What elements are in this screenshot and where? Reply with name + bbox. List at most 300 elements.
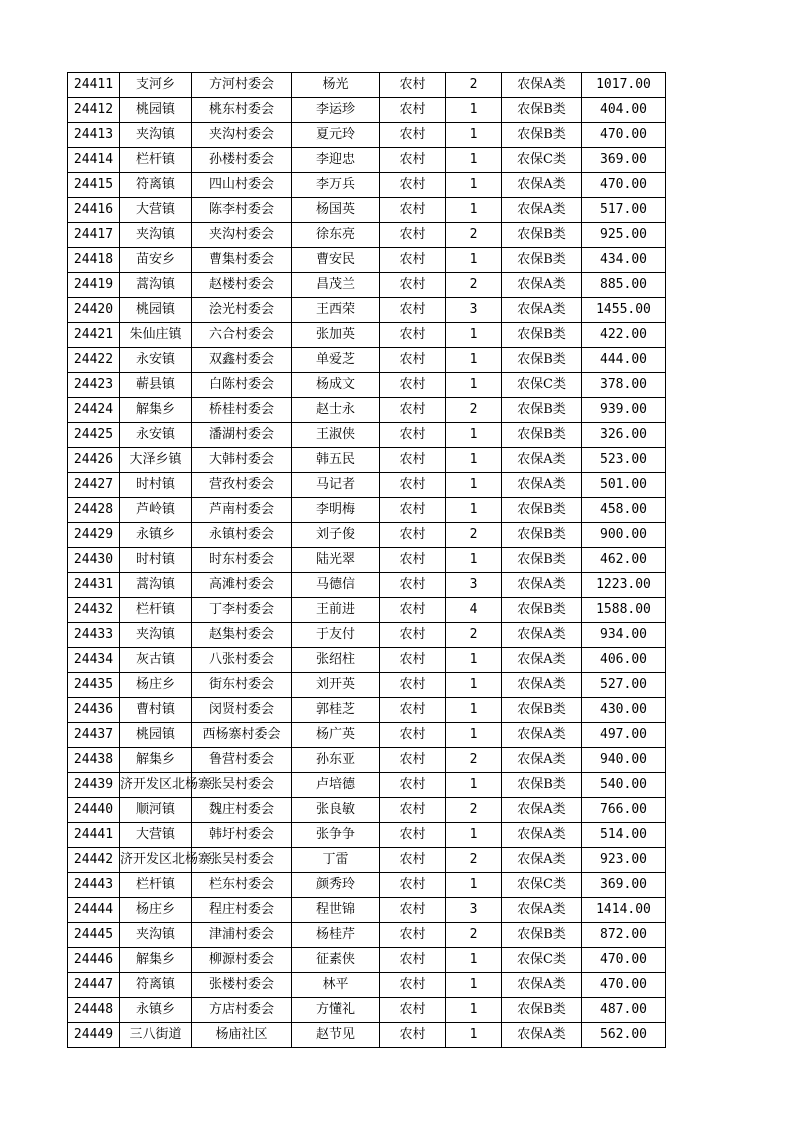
record-id-cell: 24421	[68, 323, 120, 348]
amount-cell: 514.00	[582, 823, 666, 848]
record-id-cell: 24443	[68, 873, 120, 898]
area-type-cell: 农村	[380, 223, 446, 248]
table-row	[68, 298, 666, 323]
record-id-cell: 24419	[68, 273, 120, 298]
town-cell: 桃园镇	[120, 98, 192, 123]
household-count-cell: 2	[446, 748, 502, 773]
village-committee-cell: 张吴村委会	[192, 848, 292, 873]
village-committee-cell: 孙楼村委会	[192, 148, 292, 173]
amount-cell: 923.00	[582, 848, 666, 873]
town-cell: 解集乡	[120, 948, 192, 973]
household-count-cell: 3	[446, 898, 502, 923]
name-cell: 李运珍	[292, 98, 380, 123]
village-committee-cell: 双鑫村委会	[192, 348, 292, 373]
record-id-cell: 24449	[68, 1023, 120, 1048]
record-id-cell: 24447	[68, 973, 120, 998]
town-cell: 杨庄乡	[120, 898, 192, 923]
insurance-category-cell: 农保B类	[502, 323, 582, 348]
insurance-category-cell: 农保B类	[502, 773, 582, 798]
village-committee-cell: 赵集村委会	[192, 623, 292, 648]
name-cell: 赵士永	[292, 398, 380, 423]
household-count-cell: 1	[446, 173, 502, 198]
insurance-category-cell: 农保B类	[502, 248, 582, 273]
table-row	[68, 573, 666, 598]
area-type-cell: 农村	[380, 123, 446, 148]
record-id-cell: 24430	[68, 548, 120, 573]
area-type-cell: 农村	[380, 548, 446, 573]
name-cell: 杨光	[292, 73, 380, 98]
name-cell: 孙东亚	[292, 748, 380, 773]
amount-cell: 470.00	[582, 173, 666, 198]
household-count-cell: 1	[446, 373, 502, 398]
insurance-category-cell: 农保C类	[502, 148, 582, 173]
record-id-cell: 24440	[68, 798, 120, 823]
record-id-cell: 24439	[68, 773, 120, 798]
table-row	[68, 723, 666, 748]
area-type-cell: 农村	[380, 248, 446, 273]
village-committee-cell: 方河村委会	[192, 73, 292, 98]
table-row	[68, 948, 666, 973]
amount-cell: 540.00	[582, 773, 666, 798]
area-type-cell: 农村	[380, 498, 446, 523]
record-id-cell: 24426	[68, 448, 120, 473]
insurance-category-cell: 农保A类	[502, 623, 582, 648]
town-cell: 蕲县镇	[120, 373, 192, 398]
record-id-cell: 24445	[68, 923, 120, 948]
area-type-cell: 农村	[380, 698, 446, 723]
town-cell: 解集乡	[120, 398, 192, 423]
household-count-cell: 4	[446, 598, 502, 623]
area-type-cell: 农村	[380, 898, 446, 923]
name-cell: 李迎忠	[292, 148, 380, 173]
town-cell: 栏杆镇	[120, 148, 192, 173]
name-cell: 征素侠	[292, 948, 380, 973]
town-cell: 苗安乡	[120, 248, 192, 273]
record-id-cell: 24442	[68, 848, 120, 873]
table-row	[68, 598, 666, 623]
area-type-cell: 农村	[380, 523, 446, 548]
name-cell: 杨成文	[292, 373, 380, 398]
area-type-cell: 农村	[380, 423, 446, 448]
table-row	[68, 448, 666, 473]
village-committee-cell: 时东村委会	[192, 548, 292, 573]
name-cell: 杨桂芹	[292, 923, 380, 948]
insurance-category-cell: 农保A类	[502, 848, 582, 873]
amount-cell: 404.00	[582, 98, 666, 123]
amount-cell: 470.00	[582, 948, 666, 973]
record-id-cell: 24423	[68, 373, 120, 398]
town-cell: 大营镇	[120, 823, 192, 848]
table-row	[68, 673, 666, 698]
household-count-cell: 1	[446, 873, 502, 898]
insurance-category-cell: 农保A类	[502, 973, 582, 998]
table-row	[68, 423, 666, 448]
household-count-cell: 1	[446, 98, 502, 123]
insurance-category-cell: 农保B类	[502, 348, 582, 373]
table-row	[68, 248, 666, 273]
insurance-category-cell: 农保B类	[502, 698, 582, 723]
household-count-cell: 3	[446, 298, 502, 323]
insurance-category-cell: 农保A类	[502, 448, 582, 473]
household-count-cell: 1	[446, 323, 502, 348]
record-id-cell: 24433	[68, 623, 120, 648]
insurance-category-cell: 农保B类	[502, 998, 582, 1023]
household-count-cell: 2	[446, 523, 502, 548]
village-committee-cell: 浍光村委会	[192, 298, 292, 323]
table-row	[68, 923, 666, 948]
town-cell: 栏杆镇	[120, 873, 192, 898]
record-id-cell: 24417	[68, 223, 120, 248]
town-cell: 时村镇	[120, 548, 192, 573]
record-id-cell: 24434	[68, 648, 120, 673]
area-type-cell: 农村	[380, 748, 446, 773]
record-id-cell: 24418	[68, 248, 120, 273]
name-cell: 丁雷	[292, 848, 380, 873]
area-type-cell: 农村	[380, 573, 446, 598]
record-id-cell: 24416	[68, 198, 120, 223]
amount-cell: 422.00	[582, 323, 666, 348]
amount-cell: 501.00	[582, 473, 666, 498]
amount-cell: 1588.00	[582, 598, 666, 623]
area-type-cell: 农村	[380, 998, 446, 1023]
household-count-cell: 1	[446, 648, 502, 673]
amount-cell: 326.00	[582, 423, 666, 448]
amount-cell: 900.00	[582, 523, 666, 548]
town-cell: 永镇乡	[120, 523, 192, 548]
town-cell: 永安镇	[120, 348, 192, 373]
town-cell: 灰古镇	[120, 648, 192, 673]
record-id-cell: 24435	[68, 673, 120, 698]
amount-cell: 430.00	[582, 698, 666, 723]
table-row	[68, 148, 666, 173]
amount-cell: 444.00	[582, 348, 666, 373]
village-committee-cell: 鲁营村委会	[192, 748, 292, 773]
amount-cell: 517.00	[582, 198, 666, 223]
name-cell: 林平	[292, 973, 380, 998]
amount-cell: 378.00	[582, 373, 666, 398]
town-cell: 杨庄乡	[120, 673, 192, 698]
town-cell: 曹村镇	[120, 698, 192, 723]
area-type-cell: 农村	[380, 623, 446, 648]
record-id-cell: 24436	[68, 698, 120, 723]
area-type-cell: 农村	[380, 848, 446, 873]
town-cell: 桃园镇	[120, 298, 192, 323]
table-row	[68, 173, 666, 198]
household-count-cell: 1	[446, 948, 502, 973]
town-cell: 夹沟镇	[120, 123, 192, 148]
town-cell: 济开发区北杨寨	[120, 848, 192, 873]
insurance-category-cell: 农保A类	[502, 1023, 582, 1048]
name-cell: 卢培德	[292, 773, 380, 798]
insurance-category-cell: 农保C类	[502, 948, 582, 973]
area-type-cell: 农村	[380, 823, 446, 848]
insurance-category-cell: 农保A类	[502, 673, 582, 698]
insurance-category-cell: 农保A类	[502, 823, 582, 848]
amount-cell: 872.00	[582, 923, 666, 948]
amount-cell: 766.00	[582, 798, 666, 823]
household-count-cell: 1	[446, 673, 502, 698]
household-count-cell: 1	[446, 773, 502, 798]
household-count-cell: 1	[446, 823, 502, 848]
name-cell: 马德信	[292, 573, 380, 598]
record-id-cell: 24441	[68, 823, 120, 848]
insurance-category-cell: 农保A类	[502, 73, 582, 98]
town-cell: 永安镇	[120, 423, 192, 448]
name-cell: 昌茂兰	[292, 273, 380, 298]
insurance-category-cell: 农保B类	[502, 223, 582, 248]
village-committee-cell: 桃东村委会	[192, 98, 292, 123]
name-cell: 颜秀玲	[292, 873, 380, 898]
insurance-category-cell: 农保B类	[502, 598, 582, 623]
area-type-cell: 农村	[380, 1023, 446, 1048]
table-row	[68, 1023, 666, 1048]
amount-cell: 434.00	[582, 248, 666, 273]
village-committee-cell: 潘湖村委会	[192, 423, 292, 448]
record-id-cell: 24446	[68, 948, 120, 973]
record-id-cell: 24422	[68, 348, 120, 373]
insurance-category-cell: 农保A类	[502, 573, 582, 598]
insurance-category-cell: 农保A类	[502, 723, 582, 748]
town-cell: 蒿沟镇	[120, 273, 192, 298]
name-cell: 李万兵	[292, 173, 380, 198]
household-count-cell: 1	[446, 973, 502, 998]
area-type-cell: 农村	[380, 348, 446, 373]
household-count-cell: 2	[446, 848, 502, 873]
name-cell: 徐东亮	[292, 223, 380, 248]
amount-cell: 1455.00	[582, 298, 666, 323]
household-count-cell: 1	[446, 723, 502, 748]
village-committee-cell: 四山村委会	[192, 173, 292, 198]
record-id-cell: 24414	[68, 148, 120, 173]
household-count-cell: 3	[446, 573, 502, 598]
record-id-cell: 24428	[68, 498, 120, 523]
table-row	[68, 898, 666, 923]
table-row	[68, 873, 666, 898]
town-cell: 顺河镇	[120, 798, 192, 823]
village-committee-cell: 方店村委会	[192, 998, 292, 1023]
village-committee-cell: 西杨寨村委会	[192, 723, 292, 748]
record-id-cell: 24448	[68, 998, 120, 1023]
village-committee-cell: 八张村委会	[192, 648, 292, 673]
household-count-cell: 2	[446, 273, 502, 298]
amount-cell: 470.00	[582, 123, 666, 148]
insurance-category-cell: 农保B类	[502, 98, 582, 123]
table-row	[68, 348, 666, 373]
household-count-cell: 1	[446, 548, 502, 573]
village-committee-cell: 高滩村委会	[192, 573, 292, 598]
area-type-cell: 农村	[380, 73, 446, 98]
village-committee-cell: 赵楼村委会	[192, 273, 292, 298]
table-row	[68, 398, 666, 423]
name-cell: 王西荣	[292, 298, 380, 323]
area-type-cell: 农村	[380, 473, 446, 498]
amount-cell: 458.00	[582, 498, 666, 523]
area-type-cell: 农村	[380, 973, 446, 998]
record-id-cell: 24432	[68, 598, 120, 623]
area-type-cell: 农村	[380, 773, 446, 798]
village-committee-cell: 魏庄村委会	[192, 798, 292, 823]
area-type-cell: 农村	[380, 873, 446, 898]
village-committee-cell: 张楼村委会	[192, 973, 292, 998]
amount-cell: 406.00	[582, 648, 666, 673]
table-row	[68, 748, 666, 773]
area-type-cell: 农村	[380, 198, 446, 223]
name-cell: 陆光翠	[292, 548, 380, 573]
table-row	[68, 98, 666, 123]
household-count-cell: 1	[446, 698, 502, 723]
name-cell: 程世锦	[292, 898, 380, 923]
record-id-cell: 24427	[68, 473, 120, 498]
table-row	[68, 198, 666, 223]
record-id-cell: 24437	[68, 723, 120, 748]
area-type-cell: 农村	[380, 323, 446, 348]
household-count-cell: 2	[446, 798, 502, 823]
area-type-cell: 农村	[380, 723, 446, 748]
village-committee-cell: 桥桂村委会	[192, 398, 292, 423]
name-cell: 张加英	[292, 323, 380, 348]
amount-cell: 462.00	[582, 548, 666, 573]
table-row	[68, 273, 666, 298]
name-cell: 马记者	[292, 473, 380, 498]
area-type-cell: 农村	[380, 298, 446, 323]
name-cell: 方懂礼	[292, 998, 380, 1023]
village-committee-cell: 夹沟村委会	[192, 123, 292, 148]
town-cell: 三八街道	[120, 1023, 192, 1048]
record-id-cell: 24412	[68, 98, 120, 123]
area-type-cell: 农村	[380, 798, 446, 823]
record-id-cell: 24438	[68, 748, 120, 773]
household-count-cell: 1	[446, 473, 502, 498]
town-cell: 夹沟镇	[120, 923, 192, 948]
name-cell: 曹安民	[292, 248, 380, 273]
household-count-cell: 1	[446, 998, 502, 1023]
name-cell: 韩五民	[292, 448, 380, 473]
amount-cell: 523.00	[582, 448, 666, 473]
table-row	[68, 323, 666, 348]
village-committee-cell: 夹沟村委会	[192, 223, 292, 248]
town-cell: 夹沟镇	[120, 623, 192, 648]
town-cell: 支河乡	[120, 73, 192, 98]
table-row	[68, 73, 666, 98]
area-type-cell: 农村	[380, 948, 446, 973]
name-cell: 夏元玲	[292, 123, 380, 148]
table-row	[68, 998, 666, 1023]
insurance-category-cell: 农保B类	[502, 423, 582, 448]
amount-cell: 934.00	[582, 623, 666, 648]
name-cell: 杨广英	[292, 723, 380, 748]
village-committee-cell: 街东村委会	[192, 673, 292, 698]
insurance-category-cell: 农保B类	[502, 923, 582, 948]
name-cell: 李明梅	[292, 498, 380, 523]
area-type-cell: 农村	[380, 923, 446, 948]
village-committee-cell: 白陈村委会	[192, 373, 292, 398]
town-cell: 时村镇	[120, 473, 192, 498]
household-count-cell: 1	[446, 1023, 502, 1048]
table-row	[68, 623, 666, 648]
table-body	[68, 73, 666, 1048]
name-cell: 于友付	[292, 623, 380, 648]
household-count-cell: 2	[446, 223, 502, 248]
town-cell: 永镇乡	[120, 998, 192, 1023]
village-committee-cell: 陈李村委会	[192, 198, 292, 223]
village-committee-cell: 永镇村委会	[192, 523, 292, 548]
insurance-category-cell: 农保A类	[502, 473, 582, 498]
village-committee-cell: 营孜村委会	[192, 473, 292, 498]
household-count-cell: 2	[446, 73, 502, 98]
amount-cell: 925.00	[582, 223, 666, 248]
table-row	[68, 523, 666, 548]
village-committee-cell: 张吴村委会	[192, 773, 292, 798]
area-type-cell: 农村	[380, 673, 446, 698]
town-cell: 蒿沟镇	[120, 573, 192, 598]
town-cell: 芦岭镇	[120, 498, 192, 523]
table-row	[68, 823, 666, 848]
name-cell: 郭桂芝	[292, 698, 380, 723]
insurance-category-cell: 农保B类	[502, 548, 582, 573]
insurance-category-cell: 农保C类	[502, 373, 582, 398]
village-committee-cell: 六合村委会	[192, 323, 292, 348]
town-cell: 解集乡	[120, 748, 192, 773]
area-type-cell: 农村	[380, 273, 446, 298]
insurance-category-cell: 农保A类	[502, 173, 582, 198]
insurance-category-cell: 农保B类	[502, 123, 582, 148]
area-type-cell: 农村	[380, 373, 446, 398]
table-row	[68, 123, 666, 148]
amount-cell: 1414.00	[582, 898, 666, 923]
insurance-category-cell: 农保A类	[502, 273, 582, 298]
record-id-cell: 24413	[68, 123, 120, 148]
table-row	[68, 973, 666, 998]
insurance-category-cell: 农保B类	[502, 523, 582, 548]
town-cell: 大营镇	[120, 198, 192, 223]
household-count-cell: 1	[446, 348, 502, 373]
record-id-cell: 24444	[68, 898, 120, 923]
household-count-cell: 1	[446, 498, 502, 523]
insurance-category-cell: 农保A类	[502, 898, 582, 923]
area-type-cell: 农村	[380, 98, 446, 123]
village-committee-cell: 柳源村委会	[192, 948, 292, 973]
amount-cell: 885.00	[582, 273, 666, 298]
village-committee-cell: 丁李村委会	[192, 598, 292, 623]
town-cell: 夹沟镇	[120, 223, 192, 248]
insurance-category-cell: 农保A类	[502, 748, 582, 773]
record-id-cell: 24420	[68, 298, 120, 323]
name-cell: 张良敏	[292, 798, 380, 823]
amount-cell: 562.00	[582, 1023, 666, 1048]
name-cell: 刘子俊	[292, 523, 380, 548]
name-cell: 张争争	[292, 823, 380, 848]
village-committee-cell: 程庄村委会	[192, 898, 292, 923]
amount-cell: 1223.00	[582, 573, 666, 598]
household-count-cell: 2	[446, 398, 502, 423]
town-cell: 桃园镇	[120, 723, 192, 748]
village-committee-cell: 闵贤村委会	[192, 698, 292, 723]
insurance-category-cell: 农保A类	[502, 298, 582, 323]
town-cell: 栏杆镇	[120, 598, 192, 623]
table-row	[68, 648, 666, 673]
table-row	[68, 848, 666, 873]
town-cell: 符离镇	[120, 173, 192, 198]
town-cell: 大泽乡镇	[120, 448, 192, 473]
records-table	[67, 72, 666, 1048]
household-count-cell: 1	[446, 448, 502, 473]
table-row	[68, 773, 666, 798]
table-row	[68, 223, 666, 248]
area-type-cell: 农村	[380, 648, 446, 673]
household-count-cell: 2	[446, 623, 502, 648]
village-committee-cell: 大韩村委会	[192, 448, 292, 473]
record-id-cell: 24425	[68, 423, 120, 448]
